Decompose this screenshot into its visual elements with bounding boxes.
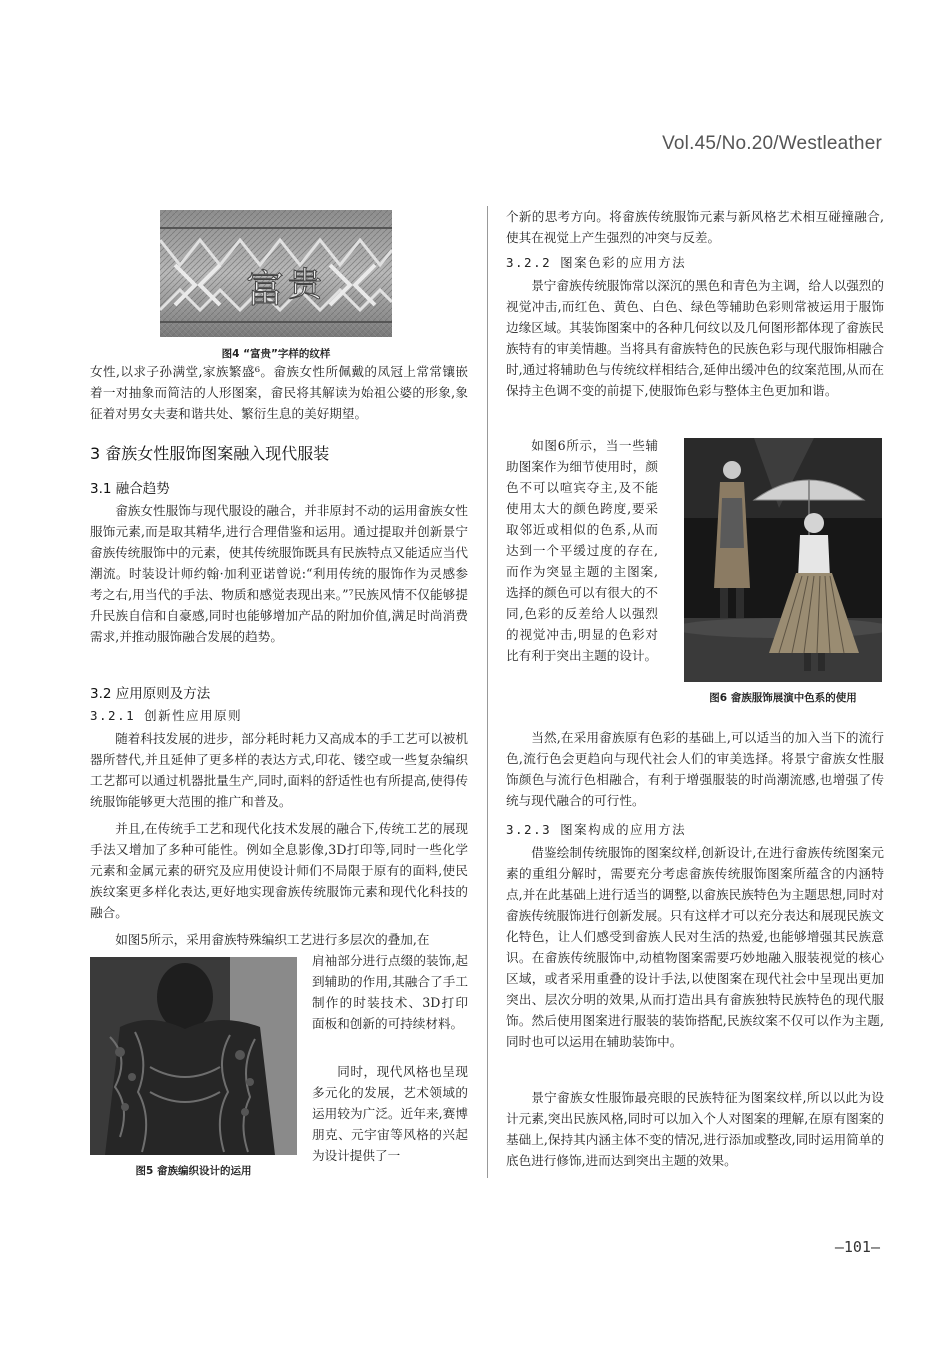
paragraph-3-2-3-b: 景宁畲族女性服饰最亮眼的民族特征为图案纹样,所以以此为设计元素,突出民族风格,同时可以加入个人对图案的理解,在原有图案的基础上,保持其内涵主体不变的情况,进行添加或整改,同时运用简单的底色进行修饰,进而达到突出主题的效果。: [506, 1090, 884, 1168]
paragraph-3-2-1-a: 随着科技发展的进步，部分耗时耗力又高成本的手工艺可以被机器所替代,并且延伸了更多样的表达方式,印花、镂空或一些复杂编织工艺都可以通过机器批量生产,同时,面料的舒适性也有所提高,使得传统服饰能够更大范围的推广和普及。: [90, 731, 468, 809]
paragraph-3-2-1-c-lead: 如图5所示，采用畲族特殊编织工艺进行多层次的叠加,在: [115, 932, 430, 947]
section-3-2-2-title: 3.2.2 图案色彩的应用方法: [506, 255, 687, 270]
fashion-show-illustration: [684, 438, 882, 682]
fig4-char-gui: 贵: [288, 265, 322, 305]
section-3-2-title: 3.2 应用原则及方法: [90, 686, 211, 702]
page-number: —101—: [834, 1238, 880, 1256]
paragraph-3-2-1-b: 并且,在传统手工艺和现代化技术发展的融合下,传统工艺的展现手法又增加了多种可能性。例如全息影像,3D打印等,同时一些化学元素和金属元素的研究及应用使设计师们不局限于原有的面料,使民族纹案更多样化表达,更好地实现畲族传统服饰元素和现代化科技的融合。: [90, 821, 468, 920]
figure-6-image: [684, 438, 882, 682]
figure-4-caption: 图4 “富贵”字样的纹样: [221, 348, 331, 360]
weaving-design-illustration: [90, 957, 297, 1155]
figure-4-image: [160, 210, 392, 337]
paragraph-3-2-2-a: 景宁畲族传统服饰常以深沉的黑色和青色为主调，给人以强烈的视觉冲击,而红色、黄色、白色、绿色等辅助色彩则常被运用于服饰边缘区域。其装饰图案中的各种几何纹以及几何图形都体现了畲族民族特有的审美情趣。当将具有畲族特色的民族色彩与现代服饰相融合时,通过将辅助色与传统纹样相结合,延伸出缓冲色的纹案范围,从而在保持主色调不变的前提下,使服饰色彩与整体主色更加和谐。: [506, 278, 884, 398]
fig4-char-fu: 富: [246, 267, 285, 311]
section-3-title: 3 畲族女性服饰图案融入现代服装: [90, 444, 330, 463]
paragraph-3-1: 畲族女性服饰与现代服设的融合，并非原封不动的运用畲族女性服饰元素,而是取其精华,进行合理借鉴和运用。通过提取并创新景宁畲族传统服饰中的元素，使其传统服饰既具有民族特点又能适应当代潮流。时装设计师约翰·加利亚诺曾说:“利用传统的服饰作为灵感参考之右,用当代的手法、物质和感觉表现出来。”⁷民族风情不仅能够提升民族自信和自豪感,同时也能够增加产品的附加价值,满足时尚消费需求,并推动服饰融合发展的趋势。: [90, 503, 468, 644]
paragraph-3-2-3-a: 借鉴绘制传统服饰的图案纹样,创新设计,在进行畲族传统图案元素的重组分解时，需要充分考虑畲族传统服饰图案所蕴含的内涵特点,并在此基础上进行适当的调整,以畲族民族特色为主题思想,同时对畲族传统服饰进行创新发展。只有这样才可以充分表达和展现民族文化特色，让人们感受到畲族人民对生活的热爱,也能够增强其民族意识。在畲族传统服饰中,动植物图案需要巧妙地融入服装视觉的核心区域，或者采用重叠的设计手法,以使图案在现代社会中呈现出更加突出、层次分明的效果,从而打造出具有畲族独特民族特色的现代服饰。然后使用图案进行服装的装饰搭配,民族纹案不仅可以作为主题,同时也可以运用在辅助装饰中。: [506, 845, 884, 1049]
section-3-1-title: 3.1 融合趋势: [90, 481, 170, 497]
section-3-2-3-title: 3.2.3 图案构成的应用方法: [506, 822, 687, 837]
column-divider: [487, 206, 488, 1178]
section-3-2-1-title: 3.2.1 创新性应用原则: [90, 708, 243, 723]
paragraph-3-2-1-d-wrap: 同时，现代风格也呈现多元化的发展，艺术领域的运用较为广泛。近年来,赛博朋克、元宇宙等风格的兴起为设计提供了一: [312, 1064, 468, 1163]
figure-5-image: [90, 957, 297, 1155]
paragraph-3-2-2-b-wrap: 如图6所示，当一些辅助图案作为细节使用时，颜色不可以喧宾夺主,及不能使用太大的颜色跨度,要采取邻近或相似的色系,从而达到一个平缓过度的存在,而作为突显主题的主图案,选择的颜色可以有很大的不同,色彩的反差给人以强烈的视觉冲击,明显的色彩对比有利于突出主题的设计。: [506, 438, 658, 663]
paragraph-3-2-2-c: 当然,在采用畲族原有色彩的基础上,可以适当的加入当下的流行色,流行色会更趋向与现代社会人们的审美选择。将景宁畲族女性服饰颜色与流行色相融合，有利于增强服装的时尚潮流感,也增强了传统与现代融合的可行性。: [506, 730, 884, 808]
paragraph-intro: 女性,以求子孙满堂,家族繁盛⁶。畲族女性所佩戴的凤冠上常常镶嵌着一对抽象而简洁的人形图案，畲民将其解读为始祖公婆的形象,象征着对男女夫妻和谐共处、繁衍生息的美好期望。: [90, 364, 468, 421]
journal-header: Vol.45/No.20/Westleather: [662, 133, 882, 154]
fugui-pattern-illustration: [160, 210, 392, 337]
figure-6-caption: 图6 畲族服饰展演中色系的使用: [709, 692, 857, 704]
figure-5-caption: 图5 畲族编织设计的运用: [135, 1165, 252, 1177]
paragraph-continuation: 个新的思考方向。将畲族传统服饰元素与新风格艺术相互碰撞融合,使其在视觉上产生强烈的冲突与反差。: [506, 209, 884, 245]
paragraph-3-2-1-c-wrap: 肩袖部分进行点缀的装饰,起到辅助的作用,其融合了手工制作的时装技术、3D打印面板和创新的可持续材料。: [312, 953, 468, 1031]
